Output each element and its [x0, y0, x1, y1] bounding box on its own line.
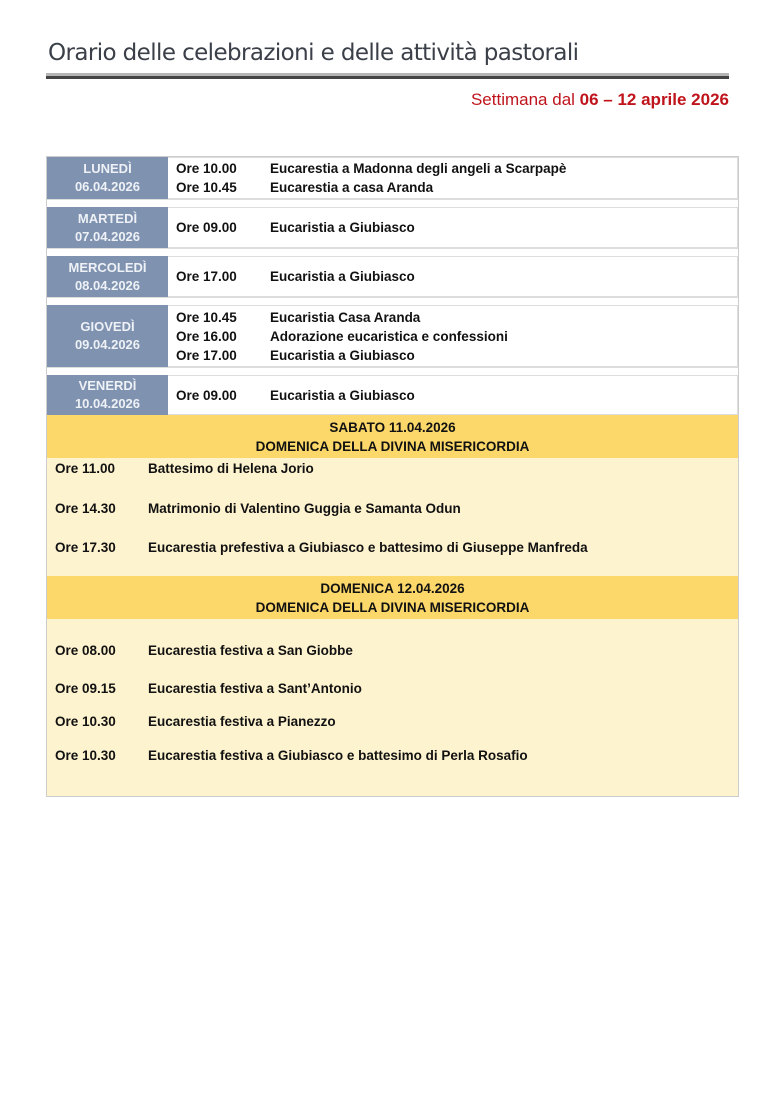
event-time: Ore 10.30	[55, 714, 116, 729]
event-time: Ore 08.00	[55, 643, 116, 658]
day-name: MARTEDÌ	[77, 210, 138, 226]
event-text: Eucarestia festiva a San Giobbe	[148, 643, 353, 658]
week-dates: 06 – 12 aprile 2026	[579, 90, 729, 109]
day-events	[168, 375, 738, 415]
event-time: Ore 10.45	[176, 180, 237, 195]
event-time: Ore 16.00	[176, 328, 237, 344]
event-row	[168, 308, 737, 327]
event-row	[168, 386, 737, 405]
day-events	[168, 157, 738, 199]
saturday-date: SABATO 11.04.2026	[329, 419, 456, 435]
event-text: Eucaristia a Giubiasco	[270, 387, 415, 403]
sunday-header	[47, 576, 738, 619]
day-events	[168, 256, 738, 297]
event-row	[168, 327, 737, 346]
sunday-date: DOMENICA 12.04.2026	[320, 580, 465, 596]
event-text: Eucarestia festiva a Sant’Antonio	[148, 681, 362, 696]
day-date: 09.04.2026	[74, 337, 141, 352]
day-date: 06.04.2026	[74, 179, 141, 194]
day-date: 10.04.2026	[74, 396, 141, 411]
event-time: Ore 17.00	[176, 347, 237, 363]
page-title: Orario delle celebrazioni e delle attività pastorali	[48, 40, 579, 66]
event-row	[55, 748, 528, 763]
divider	[46, 76, 729, 79]
event-row	[55, 501, 461, 516]
event-text: Eucarestia festiva a Pianezzo	[148, 714, 336, 729]
event-row	[168, 267, 737, 286]
day-events	[168, 207, 738, 248]
event-time: Ore 10.45	[176, 309, 237, 325]
event-time: Ore 11.00	[55, 461, 116, 476]
event-text: Eucarestia prefestiva a Giubiasco e battesimo di Giuseppe Manfreda	[148, 540, 588, 555]
day-cell	[47, 256, 168, 297]
event-text: Eucaristia a Giubiasco	[270, 220, 415, 235]
day-name: VENERDÌ	[78, 378, 137, 393]
event-row	[55, 714, 336, 729]
day-cell	[47, 305, 168, 367]
saturday-feast: DOMENICA DELLA DIVINA MISERICORDIA	[255, 438, 530, 454]
event-time: Ore 14.30	[55, 501, 116, 516]
event-time: Ore 09.00	[176, 220, 237, 235]
event-row	[168, 159, 737, 178]
event-time: Ore 10.30	[55, 748, 116, 763]
event-time: Ore 17.30	[55, 540, 116, 555]
event-row	[55, 540, 588, 555]
day-cell	[47, 375, 168, 415]
event-text: Eucaristia a Giubiasco	[270, 269, 415, 284]
week-prefix: Settimana dal	[470, 90, 575, 109]
event-text: Eucarestia a Madonna degli angeli a Scarpapè	[270, 161, 567, 176]
event-time: Ore 09.15	[55, 681, 116, 696]
day-name: LUNEDÌ	[83, 161, 132, 176]
week-range	[471, 90, 729, 110]
event-time: Ore 09.00	[176, 387, 237, 403]
day-cell	[47, 157, 168, 199]
event-text: Matrimonio di Valentino Guggia e Samanta Odun	[148, 501, 461, 516]
sunday-feast: DOMENICA DELLA DIVINA MISERICORDIA	[255, 599, 530, 615]
event-row	[168, 346, 737, 365]
event-text: Eucaristia Casa Aranda	[270, 309, 421, 325]
event-text: Eucarestia a casa Aranda	[270, 180, 434, 195]
day-events	[168, 305, 738, 367]
day-name: MERCOLEDÌ	[68, 259, 147, 275]
event-time: Ore 17.00	[176, 269, 237, 284]
schedule-table	[46, 156, 739, 797]
event-text: Eucaristia a Giubiasco	[270, 347, 415, 363]
day-date: 08.04.2026	[74, 277, 141, 293]
event-text: Battesimo di Helena Jorio	[148, 461, 314, 476]
event-row	[168, 218, 737, 237]
event-row	[55, 461, 314, 476]
saturday-header	[47, 415, 738, 458]
day-cell	[47, 207, 168, 248]
event-row	[55, 681, 362, 696]
event-row	[55, 643, 353, 658]
event-text: Eucarestia festiva a Giubiasco e battesimo di Perla Rosafio	[148, 748, 528, 763]
event-text: Adorazione eucaristica e confessioni	[270, 328, 508, 344]
event-row	[168, 178, 737, 197]
day-date: 07.04.2026	[74, 228, 141, 244]
event-time: Ore 10.00	[176, 161, 237, 176]
day-name: GIOVEDÌ	[80, 319, 135, 334]
